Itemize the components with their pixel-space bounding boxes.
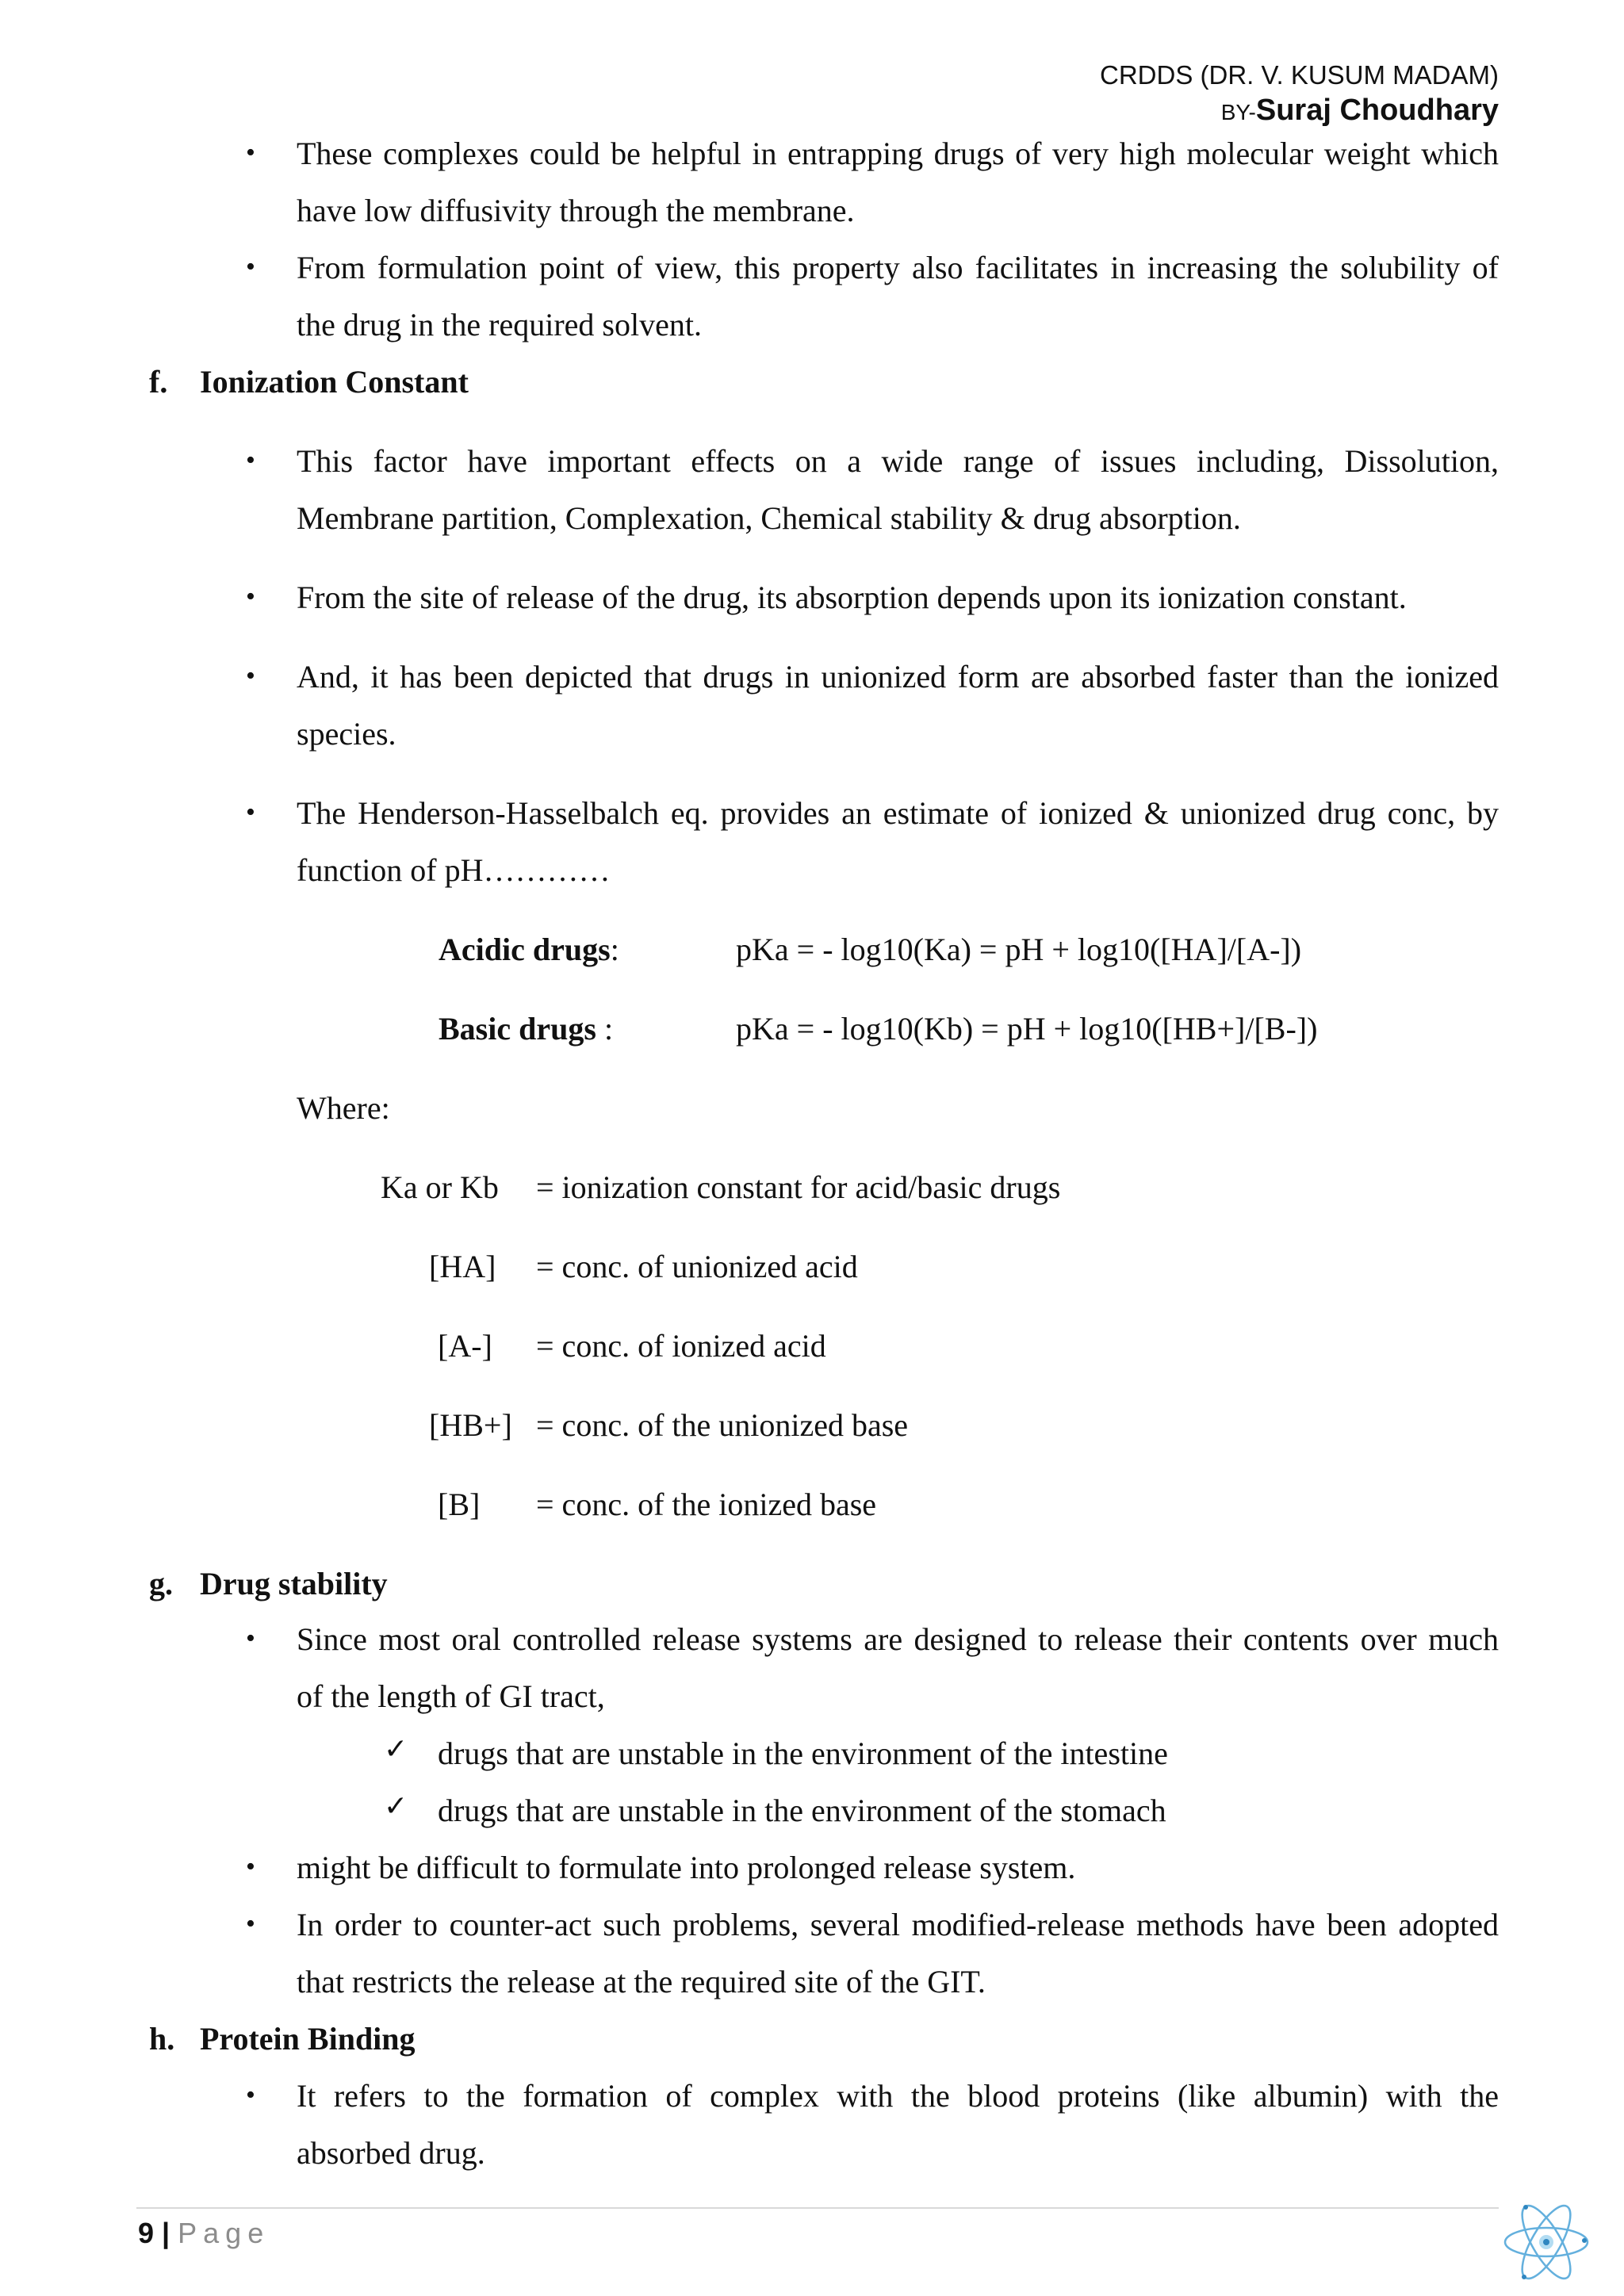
intro-bullet-2-line1: From formulation point of view, this property also facilitates in increasing the solubility of bbox=[297, 250, 1499, 285]
section-h-title: Protein Binding bbox=[200, 2021, 416, 2057]
section-g-bullet-2: might be difficult to formulate into prolonged release system. bbox=[297, 1850, 1076, 1885]
footer-page-number bbox=[138, 2217, 270, 2250]
section-f-title: Ionization Constant bbox=[200, 364, 469, 400]
header-course: CRDDS (DR. V. KUSUM MADAM) bbox=[1100, 60, 1499, 90]
section-h-letter: h. bbox=[149, 2021, 175, 2057]
equation-basic-label-text: Basic drugs bbox=[439, 1011, 596, 1047]
equation-basic-colon: : bbox=[596, 1011, 614, 1047]
intro-bullet-1-line2: have low diffusivity through the membrane. bbox=[297, 193, 855, 228]
header-author-line bbox=[1221, 94, 1499, 128]
section-g-bullet-1-line1: Since most oral controlled release systems are designed to release their contents over much bbox=[297, 1621, 1499, 1657]
intro-bullet-1-line1: These complexes could be helpful in entrapping drugs of very high molecular weight which bbox=[297, 136, 1499, 171]
section-f-bullet-3-line1: And, it has been depicted that drugs in unionized form are absorbed faster than the ionized bbox=[297, 659, 1499, 695]
page-number: 9 bbox=[138, 2217, 155, 2249]
footer-divider bbox=[136, 2207, 1499, 2209]
section-g-check-1: drugs that are unstable in the environment of the intestine bbox=[438, 1735, 1168, 1771]
section-g-letter: g. bbox=[149, 1566, 173, 1601]
bullet-icon: • bbox=[246, 1624, 255, 1653]
section-f-bullet-2-line1: From the site of release of the drug, its absorption depends upon its ionization constant. bbox=[297, 580, 1407, 615]
bullet-icon: • bbox=[246, 252, 255, 281]
bullet-icon: • bbox=[246, 2080, 255, 2110]
bullet-icon: • bbox=[246, 138, 255, 167]
definition-symbol: [HA] bbox=[429, 1249, 496, 1284]
bullet-icon: • bbox=[246, 798, 255, 827]
bullet-icon: • bbox=[246, 446, 255, 475]
section-f-bullet-1-line1: This factor have important effects on a wide range of issues including, Dissolution, bbox=[297, 443, 1499, 479]
section-h-bullet-1-line2: absorbed drug. bbox=[297, 2135, 485, 2171]
page-label: Page bbox=[178, 2217, 270, 2249]
definition-meaning: = conc. of the unionized base bbox=[536, 1407, 909, 1443]
definition-symbol: [A-] bbox=[438, 1328, 492, 1364]
section-f-bullet-4-line1: The Henderson-Hasselbalch eq. provides an estimate of ionized & unionized drug conc, by bbox=[297, 795, 1499, 831]
where-label: Where: bbox=[297, 1090, 390, 1126]
equation-basic-formula: pKa = - log10(Kb) = pH + log10([HB+]/[B-]) bbox=[736, 1011, 1318, 1047]
section-f-bullet-4-line2: function of pH………… bbox=[297, 852, 611, 888]
page-separator: | bbox=[162, 2217, 170, 2249]
definition-meaning: = ionization constant for acid/basic drugs bbox=[536, 1169, 1061, 1205]
checkmark-icon: ✓ bbox=[384, 1790, 408, 1823]
section-g-check-2: drugs that are unstable in the environment of the stomach bbox=[438, 1793, 1166, 1828]
equation-acidic-formula: pKa = - log10(Ka) = pH + log10([HA]/[A-]) bbox=[736, 932, 1302, 967]
bullet-icon: • bbox=[246, 661, 255, 691]
definition-symbol: [B] bbox=[438, 1487, 481, 1522]
definition-meaning: = conc. of the ionized base bbox=[536, 1487, 877, 1522]
section-h-bullet-1-line1: It refers to the formation of complex with the blood proteins (like albumin) with the bbox=[297, 2078, 1499, 2114]
equation-acidic-colon: : bbox=[610, 932, 619, 967]
bullet-icon: • bbox=[246, 1852, 255, 1881]
definition-symbol: [HB+] bbox=[429, 1407, 512, 1443]
checkmark-icon: ✓ bbox=[384, 1733, 408, 1766]
equation-basic-label bbox=[439, 1010, 613, 1047]
section-g-title: Drug stability bbox=[200, 1566, 388, 1601]
section-f-letter: f. bbox=[149, 364, 168, 400]
section-f-bullet-1-line2: Membrane partition, Complexation, Chemical stability & drug absorption. bbox=[297, 500, 1241, 536]
atom-logo-icon bbox=[1499, 2195, 1594, 2290]
intro-bullet-2-line2: the drug in the required solvent. bbox=[297, 307, 702, 342]
bullet-icon: • bbox=[246, 1909, 255, 1938]
equation-acidic-label bbox=[439, 931, 619, 968]
header-by: BY- bbox=[1220, 100, 1256, 124]
definition-meaning: = conc. of ionized acid bbox=[536, 1328, 826, 1364]
section-f-bullet-3-line2: species. bbox=[297, 716, 396, 752]
header-author: Suraj Choudhary bbox=[1255, 94, 1499, 127]
definition-meaning: = conc. of unionized acid bbox=[536, 1249, 858, 1284]
definition-symbol: Ka or Kb bbox=[381, 1169, 499, 1205]
section-g-bullet-3-line2: that restricts the release at the required site of the GIT. bbox=[297, 1964, 986, 1999]
section-g-bullet-1-line2: of the length of GI tract, bbox=[297, 1678, 605, 1714]
equation-acidic-label-text: Acidic drugs bbox=[439, 932, 611, 967]
bullet-icon: • bbox=[246, 582, 255, 611]
section-g-bullet-3-line1: In order to counter-act such problems, several modified-release methods have been adopted bbox=[297, 1907, 1499, 1942]
